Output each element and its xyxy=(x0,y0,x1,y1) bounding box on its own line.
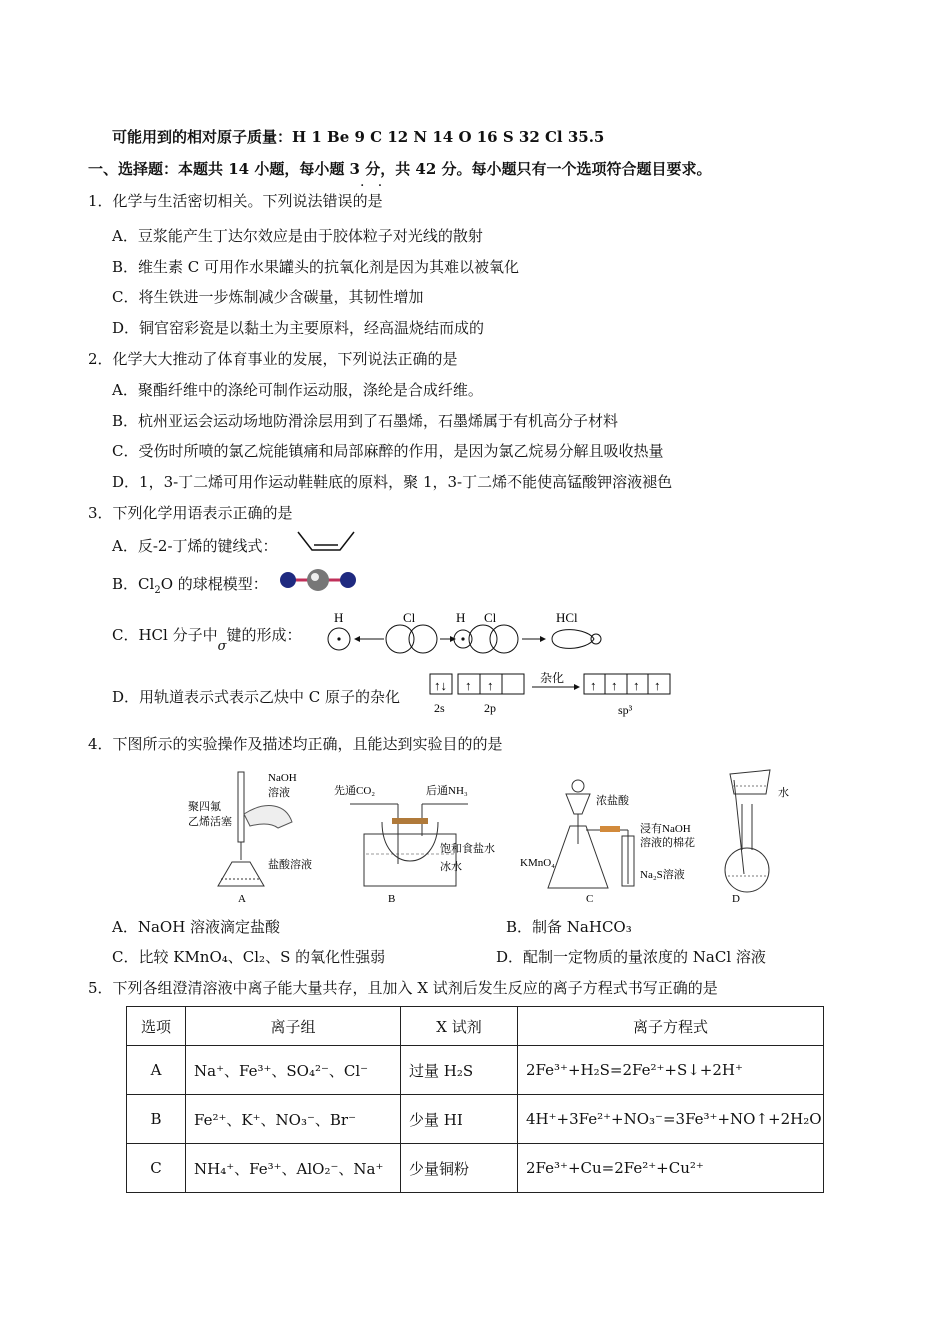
fig-d-letter: D xyxy=(732,893,740,905)
fig-c-na2s: Na₂S溶液 xyxy=(640,869,685,881)
row-equation: 4H⁺+3Fe²⁺+NO₃⁻=3Fe³⁺+NO↑+2H₂O xyxy=(518,1095,824,1144)
fig-a-ptfe-2: 乙烯活塞 xyxy=(188,816,232,828)
fig-d-water: 水 xyxy=(778,787,789,799)
q3-b-prefix: B．Cl xyxy=(112,575,155,593)
q3-option-c xyxy=(112,624,302,654)
row-option: C xyxy=(127,1144,186,1193)
q1-option-b: B．维生素 C 可用作水果罐头的抗氧化剂是因为其难以被氧化 xyxy=(112,258,520,276)
q4-option-a: A．NaOH 溶液滴定盐酸 xyxy=(112,918,281,936)
svg-text:↑: ↑ xyxy=(465,678,472,693)
fig-c-hcl: 浓盐酸 xyxy=(596,795,629,807)
label-sp3: sp³ xyxy=(618,703,633,717)
fig-b-nh3: 后通NH₃ xyxy=(426,785,468,797)
trans-2-butene-skeletal xyxy=(296,528,358,554)
q4-stem: 4．下图所示的实验操作及描述均正确，且能达到实验目的的是 xyxy=(88,735,503,753)
fig-b-icewater: 冰水 xyxy=(440,861,462,873)
fig-b-co2: 先通CO₂ xyxy=(334,785,376,797)
atomic-masses: 可能用到的相对原子质量：H 1 Be 9 C 12 N 14 O 16 S 32 Cl 35.5 xyxy=(112,128,605,146)
q3-option-d: D．用轨道表示式表示乙炔中 C 原子的杂化 xyxy=(112,688,401,706)
fig-c-kmno4: KMnO₄ xyxy=(520,857,556,869)
table-row xyxy=(127,1046,824,1095)
fig-a-solution: 溶液 xyxy=(268,787,290,799)
h-label-2: H xyxy=(456,610,466,625)
svg-text:↑: ↑ xyxy=(487,678,494,693)
q1-option-d: D．铜官窑彩瓷是以黏土为主要原料，经高温烧结而成的 xyxy=(112,319,485,337)
q1-option-c: C．将生铁进一步炼制减少含碳量，其韧性增加 xyxy=(112,288,424,306)
q2-option-a: A．聚酯纤维中的涤纶可制作运动服，涤纶是合成纤维。 xyxy=(112,381,483,399)
row-equation: 2Fe³⁺+Cu=2Fe²⁺+Cu²⁺ xyxy=(518,1144,824,1193)
label-2p: 2p xyxy=(484,701,496,715)
fig-c-letter: C xyxy=(586,893,594,905)
fig-c-cotton: 溶液的棉花 xyxy=(640,837,695,849)
row-reagent: 少量铜粉 xyxy=(401,1144,518,1193)
emphasis-dots: · · xyxy=(360,178,383,194)
fig-a-letter: A xyxy=(238,893,246,905)
header-reagent: X 试剂 xyxy=(401,1007,518,1046)
label-hybridize: 杂化 xyxy=(540,671,565,685)
fig-a-hcl: 盐酸溶液 xyxy=(268,859,312,871)
row-reagent: 少量 HI xyxy=(401,1095,518,1144)
q3-c-prefix: C．HCl 分子中 xyxy=(112,626,218,644)
q3-stem: 3．下列化学用语表示正确的是 xyxy=(88,504,293,522)
q2-option-b: B．杭州亚运会运动场地防滑涂层用到了石墨烯，石墨烯属于有机高分子材料 xyxy=(112,412,619,430)
fig-b-letter: B xyxy=(388,893,396,905)
header-option: 选项 xyxy=(127,1007,186,1046)
apparatus-d xyxy=(725,770,789,905)
svg-text:↑: ↑ xyxy=(633,678,640,693)
q3-option-b xyxy=(112,573,268,596)
table-row xyxy=(127,1144,824,1193)
svg-text:↑: ↑ xyxy=(611,678,618,693)
row-ions: Na⁺、Fe³⁺、SO₄²⁻、Cl⁻ xyxy=(186,1046,401,1095)
q4-option-b: B．制备 NaHCO₃ xyxy=(506,918,632,936)
apparatus-c xyxy=(520,780,695,905)
q2-stem: 2．化学大大推动了体育事业的发展，下列说法正确的是 xyxy=(88,350,458,368)
cl2o-ball-stick-model xyxy=(276,566,360,594)
fig-a-naoh: NaOH xyxy=(268,772,297,784)
experiment-apparatus-figure xyxy=(186,764,806,906)
q1-stem-end: 的是 xyxy=(352,192,383,210)
apparatus-a xyxy=(188,772,312,905)
q2-option-c: C．受伤时所喷的氯乙烷能镇痛和局部麻醉的作用，是因为氯乙烷易分解且吸收热量 xyxy=(112,442,664,460)
header-equation: 离子方程式 xyxy=(518,1007,824,1046)
q1-option-a: A．豆浆能产生丁达尔效应是由于胶体粒子对光线的散射 xyxy=(112,227,483,245)
q3-c-suffix: 键的形成： xyxy=(226,626,302,644)
row-ions: NH₄⁺、Fe³⁺、AlO₂⁻、Na⁺ xyxy=(186,1144,401,1193)
table-row xyxy=(127,1095,824,1144)
table-header-row xyxy=(127,1007,824,1046)
row-equation: 2Fe³⁺+H₂S=2Fe²⁺+S↓+2H⁺ xyxy=(518,1046,824,1095)
hcl-label: HCl xyxy=(556,610,578,625)
ion-table xyxy=(126,1006,824,1193)
fig-a-ptfe-1: 聚四氟 xyxy=(188,801,221,813)
fig-b-brine: 饱和食盐水 xyxy=(440,843,495,855)
svg-text:↑: ↑ xyxy=(654,678,661,693)
section-heading: 一、选择题：本题共 14 小题，每小题 3 分，共 42 分。每小题只有一个选项符合题目要求。 xyxy=(88,160,712,178)
apparatus-b xyxy=(334,783,495,905)
header-ions: 离子组 xyxy=(186,1007,401,1046)
q1-stem xyxy=(88,190,383,211)
fig-c-naoh: 浸有NaOH xyxy=(640,823,691,835)
row-ions: Fe²⁺、K⁺、NO₃⁻、Br⁻ xyxy=(186,1095,401,1144)
cl-label-1: Cl xyxy=(403,610,416,625)
q4-option-d: D．配制一定物质的量浓度的 NaCl 溶液 xyxy=(496,948,766,966)
orbital-hybridization-diagram xyxy=(428,668,678,720)
h-label-1: H xyxy=(334,610,344,625)
sigma-symbol: σ xyxy=(217,639,227,654)
label-2s: 2s xyxy=(434,701,445,715)
row-reagent: 过量 H₂S xyxy=(401,1046,518,1095)
row-option: B xyxy=(127,1095,186,1144)
row-option: A xyxy=(127,1046,186,1095)
q4-option-c: C．比较 KMnO₄、Cl₂、S 的氧化性强弱 xyxy=(112,948,386,966)
cl-label-2: Cl xyxy=(484,610,497,625)
q3-option-a: A．反-2-丁烯的键线式： xyxy=(112,537,278,555)
q2-option-d: D．1，3-丁二烯可用作运动鞋鞋底的原料，聚 1，3-丁二烯不能使高锰酸钾溶液褪色 xyxy=(112,473,673,491)
sigma-bond-formation-diagram xyxy=(326,608,606,656)
svg-text:↑: ↑ xyxy=(590,678,597,693)
q3-b-sub: 2 xyxy=(154,585,161,596)
q3-b-suffix: O 的球棍模型： xyxy=(160,575,268,593)
q1-stem-text: 1．化学与生活密切相关。下列说法 xyxy=(88,192,323,210)
svg-text:↑↓: ↑↓ xyxy=(434,678,447,693)
q5-stem: 5．下列各组澄清溶液中离子能大量共存，且加入 X 试剂后发生反应的离子方程式书写正确的是 xyxy=(88,979,718,997)
q1-emphasis: 错误 xyxy=(322,192,353,210)
